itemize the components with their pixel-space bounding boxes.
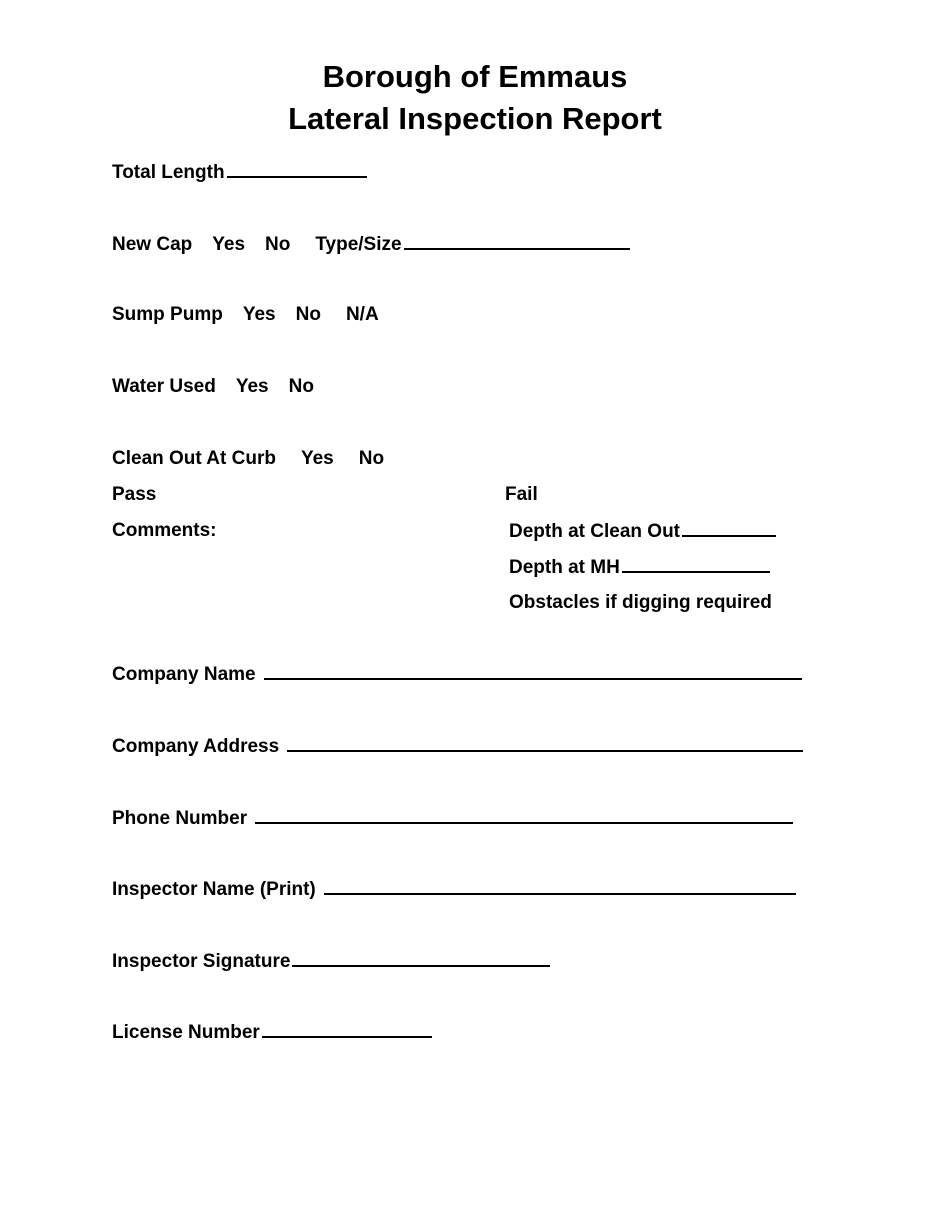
phone-number-label: Phone Number bbox=[112, 808, 248, 829]
new-cap-no-option[interactable]: No bbox=[265, 234, 291, 255]
inspector-signature-row bbox=[112, 949, 550, 974]
clean-out-curb-row bbox=[112, 447, 384, 471]
company-name-label: Company Name bbox=[112, 664, 256, 685]
clean-out-curb-label: Clean Out At Curb bbox=[112, 448, 276, 469]
phone-number-row bbox=[112, 806, 793, 831]
clean-out-yes-option[interactable]: Yes bbox=[300, 448, 334, 469]
depth-mh-label: Depth at MH bbox=[509, 557, 620, 578]
water-used-yes-option[interactable]: Yes bbox=[235, 376, 269, 397]
clean-out-no-option[interactable]: No bbox=[358, 448, 385, 469]
sump-pump-no-option[interactable]: No bbox=[295, 304, 321, 325]
new-cap-label: New Cap bbox=[112, 234, 193, 255]
inspector-signature-blank[interactable] bbox=[292, 949, 550, 967]
sump-pump-label: Sump Pump bbox=[112, 304, 223, 325]
report-title-borough: Borough of Emmaus bbox=[322, 59, 628, 94]
inspector-name-label: Inspector Name (Print) bbox=[112, 879, 316, 900]
license-number-row bbox=[112, 1020, 432, 1045]
depth-clean-out-label: Depth at Clean Out bbox=[509, 521, 681, 542]
phone-number-blank[interactable] bbox=[255, 806, 793, 824]
comments-row bbox=[112, 519, 217, 543]
license-number-blank[interactable] bbox=[262, 1020, 432, 1038]
company-address-blank[interactable] bbox=[287, 734, 803, 752]
inspector-name-blank[interactable] bbox=[324, 877, 796, 895]
depth-clean-out-row bbox=[509, 519, 776, 544]
comments-label: Comments: bbox=[112, 520, 217, 541]
total-length-row bbox=[112, 160, 367, 185]
company-address-row bbox=[112, 734, 803, 759]
pass-option[interactable]: Pass bbox=[112, 484, 157, 505]
inspector-signature-label: Inspector Signature bbox=[112, 951, 291, 972]
report-title-lateral: Lateral Inspection Report bbox=[288, 101, 662, 136]
sump-pump-yes-option[interactable]: Yes bbox=[242, 304, 276, 325]
fail-row bbox=[505, 483, 538, 507]
obstacles-label: Obstacles if digging required bbox=[509, 592, 772, 613]
obstacles-row bbox=[509, 591, 772, 615]
new-cap-row bbox=[112, 232, 630, 257]
sump-pump-row bbox=[112, 303, 379, 327]
total-length-label: Total Length bbox=[112, 162, 225, 183]
water-used-row bbox=[112, 375, 314, 399]
type-size-blank[interactable] bbox=[404, 232, 630, 250]
depth-clean-out-blank[interactable] bbox=[682, 519, 776, 537]
license-number-label: License Number bbox=[112, 1022, 260, 1043]
inspector-name-row bbox=[112, 877, 796, 902]
company-name-blank[interactable] bbox=[264, 662, 802, 680]
company-name-row bbox=[112, 662, 802, 687]
fail-option[interactable]: Fail bbox=[505, 484, 538, 505]
pass-row bbox=[112, 483, 156, 507]
water-used-label: Water Used bbox=[112, 376, 216, 397]
depth-mh-blank[interactable] bbox=[622, 555, 770, 573]
total-length-blank[interactable] bbox=[227, 160, 367, 178]
depth-mh-row bbox=[509, 555, 770, 580]
sump-pump-na-option[interactable]: N/A bbox=[345, 304, 379, 325]
type-size-label: Type/Size bbox=[315, 234, 402, 255]
new-cap-yes-option[interactable]: Yes bbox=[212, 234, 246, 255]
water-used-no-option[interactable]: No bbox=[288, 376, 314, 397]
company-address-label: Company Address bbox=[112, 736, 280, 757]
